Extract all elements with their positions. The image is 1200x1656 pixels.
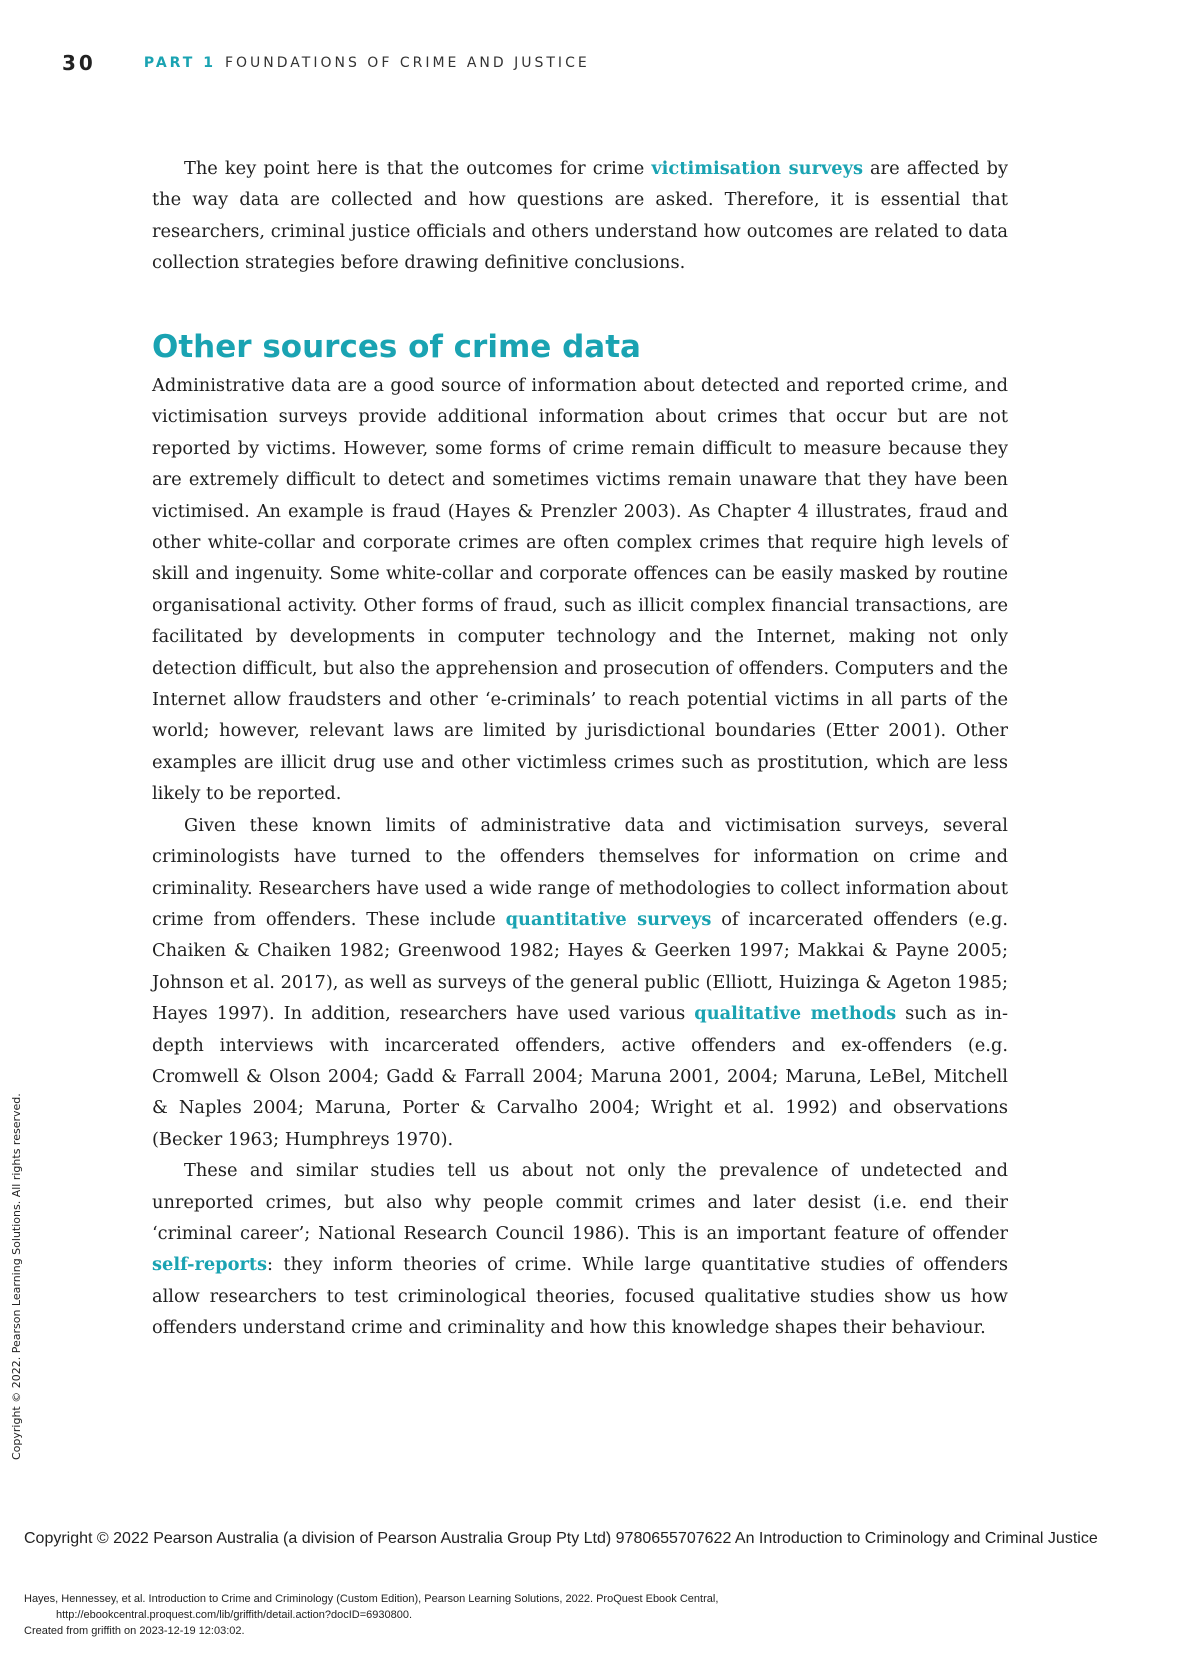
section-other-sources xyxy=(152,328,1008,1344)
paragraph-2 xyxy=(152,810,1008,1155)
key-term-qualitative-methods: qualitative methods xyxy=(694,1003,897,1025)
key-term-self-reports: self-reports xyxy=(152,1254,268,1276)
running-head xyxy=(62,50,590,76)
key-term-quantitative-surveys: quantitative surveys xyxy=(505,908,712,930)
footer-copyright: Copyright © 2022 Pearson Australia (a division of Pearson Australia Group Pty Ltd) 9780655707622 An Introduction to Criminology and Criminal Justice xyxy=(24,1530,1098,1547)
text-run: The key point here is that the outcomes for crime xyxy=(184,158,652,179)
section-heading: Other sources of crime data xyxy=(152,329,641,365)
paragraph-1: Administrative data are a good source of information about detected and reported crime, and victimisation surveys provide additional information about crimes that occur but are not reported by victims. However, some forms of crime remain difficult to measure because they are extremely difficult to detect and sometimes victims remain unaware that they have been victimised. An example is fraud (Hayes & Prenzler 2003). As Chapter 4 illustrates, fraud and other white-collar and corporate crimes are often complex crimes that require high levels of skill and ingenuity. Some white-collar and corporate offences can be easily masked by routine organisational activity. Other forms of fraud, such as illicit complex financial transactions, are facilitated by developments in computer technology and the Internet, making not only detection difficult, but also the apprehension and prosecution of offenders. Computers and the Internet allow fraudsters and other ‘e-criminals’ to reach potential victims in all parts of the world; however, relevant laws are limited by jurisdictional boundaries (Etter 2001). Other examples are illicit drug use and other victimless crimes such as prostitution, which are less likely to be reported. xyxy=(152,375,1008,805)
part-label: PART 1 xyxy=(143,55,216,71)
paragraph-3 xyxy=(152,1155,1008,1343)
part-title: FOUNDATIONS OF CRIME AND JUSTICE xyxy=(224,55,590,71)
text-run: such as in-depth interviews with incarcerated offenders, active offenders and ex-offenders (e.g. Cromwell & Olson 2004; Gadd & Farrall 2004; Maruna 2001, 2004; Maruna, LeBel, Mitchell & Naples 2004; Maruna, Porter & Carvalho 2004; Wright et al. 1992) and observations (Becker 1963; Humphreys 1970). xyxy=(152,1003,1008,1150)
side-copyright-notice: Copyright © 2022. Pearson Learning Solutions. All rights reserved. xyxy=(10,1093,23,1460)
citation-created: Created from griffith on 2023-12-19 12:03:02. xyxy=(24,1625,245,1637)
text-run: These and similar studies tell us about not only the prevalence of undetected and unreported crimes, but also why people commit crimes and later desist (i.e. end their ‘criminal career’; National Research Council 1986). This is an important feature of offender xyxy=(152,1160,1008,1244)
page-number: 30 xyxy=(62,51,96,75)
citation-url[interactable]: http://ebookcentral.proquest.com/lib/griffith/detail.action?docID=6930800. xyxy=(56,1609,412,1621)
text-run: of incarcerated offenders (e.g. Chaiken & Chaiken 1982; Greenwood 1982; Hayes & Geerken 1997; Makkai & Payne 2005; Johnson et al. 2017), as well as surveys of the general public (Elliott, Huizinga & Ageton 1985; Hayes 1997). In addition, researchers have used various xyxy=(152,908,1008,1025)
citation-block xyxy=(24,1591,718,1639)
intro-paragraph xyxy=(152,153,1008,279)
text-run: : they inform theories of crime. While large quantitative studies of offenders allow researchers to test criminological theories, focused qualitative studies show us how offenders understand crime and criminality and how this knowledge shapes their behaviour. xyxy=(152,1254,1008,1339)
text-run: Given these known limits of administrative data and victimisation surveys, several criminologists have turned to the offenders themselves for information on crime and criminality. Researchers have used a wide range of methodologies to collect information about crime from offenders. These include xyxy=(152,814,1008,930)
citation-line: Hayes, Hennessey, et al. Introduction to Crime and Criminology (Custom Edition), Pearson Learning Solutions, 2022. ProQuest Ebook Central, xyxy=(24,1593,719,1605)
intro-paragraph-block xyxy=(152,153,1008,279)
key-term-victimisation-surveys: victimisation surveys xyxy=(651,158,863,179)
text-run: are affected by the way data are collected and how questions are asked. Therefore, it is essential that researchers, criminal justice officials and others understand how outcomes are related to data collection strategies before drawing definitive conclusions. xyxy=(152,158,1008,274)
